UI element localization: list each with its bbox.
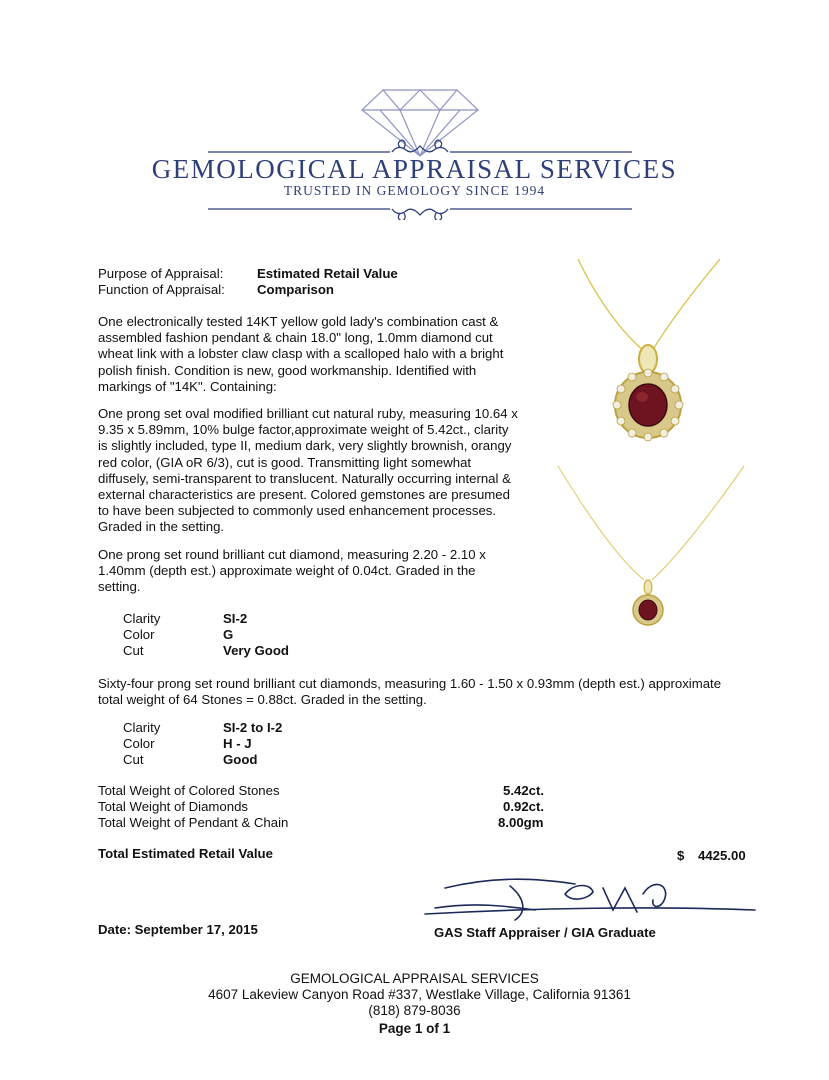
purpose-label: Purpose of Appraisal:	[98, 266, 224, 281]
function-value: Comparison	[257, 282, 334, 297]
cut-value: Very Good	[223, 643, 289, 658]
page-number: Page 1 of 1	[378, 1021, 451, 1036]
clarity-value: SI-2 to I-2	[223, 720, 283, 735]
clarity-value: SI-2	[223, 611, 248, 626]
ruby-description: One prong set oval modified brilliant cut natural ruby, measuring 10.64 x 9.35 x 5.89mm, 10% bulge factor,approximate weight of 5.42ct., clarity is slightly included, type II, medium dark, very slightly brownish, orangy red color, (GIA oR 6/3), cut is good. Transmitting light somewhat diffusely, semi-transparent to translucent. Naturally occurring internal & external characteristics are present. Colored gemstones are presumed to have been subjected to commonly used enhancement processes. Graded in the setting.	[98, 406, 518, 535]
retail-value: 4425.00	[698, 848, 746, 863]
color-value: G	[223, 627, 234, 642]
purpose-value: Estimated Retail Value	[257, 266, 398, 281]
pendant-chain-image	[552, 462, 752, 642]
signer-title: GAS Staff Appraiser / GIA Graduate	[434, 925, 656, 940]
cut-value: Good	[223, 752, 258, 767]
melee-diamonds-description: Sixty-four prong set round brilliant cut diamonds, measuring 1.60 - 1.50 x 0.93mm (depth est.) approximate total weight of 64 Stones = 0.88ct. Graded in the setting.	[98, 676, 722, 708]
total-pendant-label: Total Weight of Pendant & Chain	[98, 815, 289, 830]
total-colored-value: 5.42ct.	[503, 783, 545, 798]
cut-label: Cut	[123, 643, 144, 658]
company-tagline: TRUSTED IN GEMOLOGY SINCE 1994	[283, 183, 546, 198]
item-description: One electronically tested 14KT yellow gold lady's combination cast & assembled fashion pendant & chain 18.0" long, 1.0mm diamond cut wheat link with a lobster claw clasp with a scalloped halo with a bright polish finish. Condition is new, good workmanship. Identified with markings of "14K". Containing:	[98, 314, 504, 394]
retail-value-label: Total Estimated Retail Value	[98, 846, 273, 861]
total-colored-label: Total Weight of Colored Stones	[98, 783, 280, 798]
function-label: Function of Appraisal:	[98, 282, 225, 297]
appraisal-date: Date: September 17, 2015	[98, 922, 258, 937]
company-name: GEMOLOGICAL APPRAISAL SERVICES	[151, 154, 678, 184]
clarity-label: Clarity	[123, 611, 161, 626]
pendant-closeup-image	[570, 255, 750, 455]
currency-symbol: $	[677, 848, 685, 863]
total-diamonds-value: 0.92ct.	[503, 799, 545, 814]
total-diamonds-label: Total Weight of Diamonds	[98, 799, 249, 814]
diamond-description: One prong set round brilliant cut diamond, measuring 2.20 - 2.10 x 1.40mm (depth est.) approximate weight of 0.04ct. Graded in the setting.	[98, 547, 486, 595]
total-pendant-value: 8.00gm	[498, 815, 544, 830]
footer-phone: (818) 879-8036	[368, 1003, 461, 1018]
signature-scribble	[415, 868, 765, 928]
clarity-label: Clarity	[123, 720, 161, 735]
footer-address: 4607 Lakeview Canyon Road #337, Westlake Village, California 91361	[208, 987, 631, 1002]
cut-label: Cut	[123, 752, 144, 767]
color-value: H - J	[223, 736, 252, 751]
color-label: Color	[123, 736, 155, 751]
color-label: Color	[123, 627, 155, 642]
diamond-logo-icon	[200, 80, 640, 220]
footer-company: GEMOLOGICAL APPRAISAL SERVICES	[290, 971, 539, 986]
